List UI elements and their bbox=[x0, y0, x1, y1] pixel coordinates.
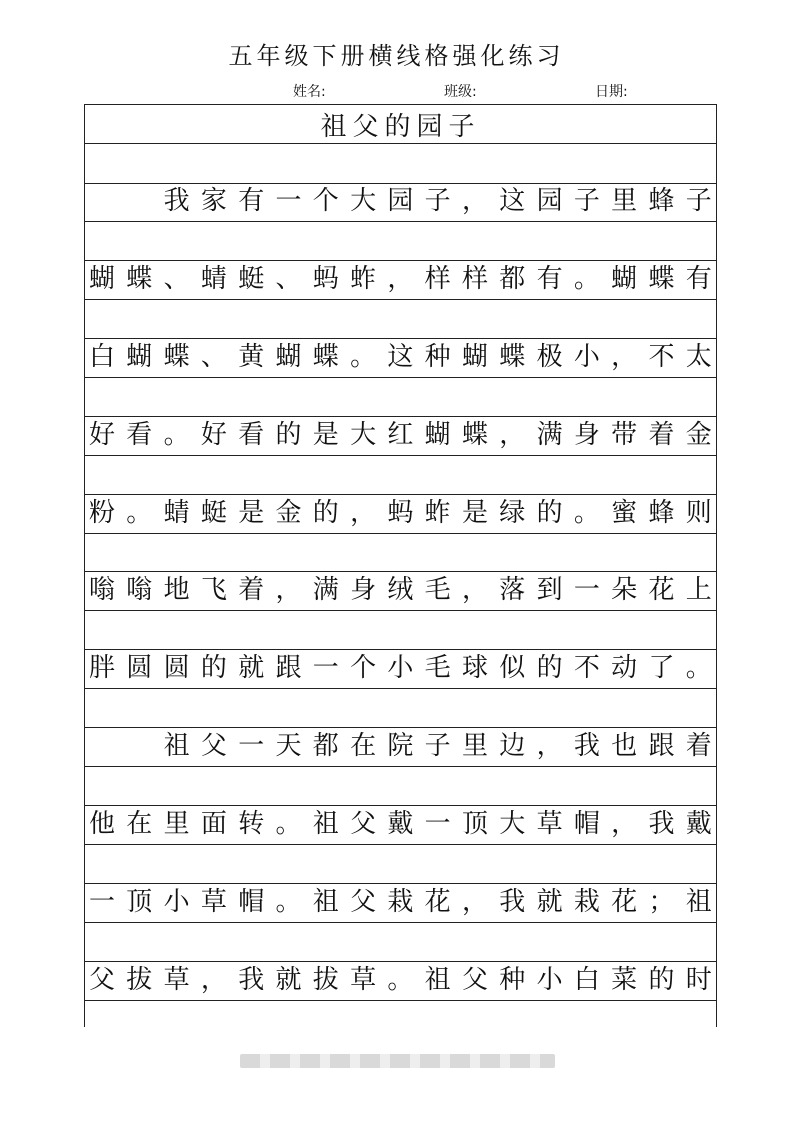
character: ， bbox=[387, 264, 414, 294]
character: 身 bbox=[350, 575, 377, 605]
character: 。 bbox=[350, 342, 377, 372]
character: 顶 bbox=[126, 887, 153, 917]
character: 子 bbox=[573, 186, 600, 216]
character: 蝶 bbox=[126, 264, 153, 294]
character: 的 bbox=[648, 965, 675, 995]
character: 蚂 bbox=[312, 264, 339, 294]
character: ， bbox=[499, 420, 526, 450]
character: 父 bbox=[89, 965, 116, 995]
character: 我 bbox=[238, 965, 265, 995]
character: 顶 bbox=[461, 809, 488, 839]
character: 戴 bbox=[387, 809, 414, 839]
text-line bbox=[85, 728, 716, 764]
ruled-line bbox=[85, 221, 716, 222]
character: 着 bbox=[685, 731, 712, 761]
character: 边 bbox=[499, 731, 526, 761]
character: 祖 bbox=[424, 965, 451, 995]
character: 蜓 bbox=[200, 498, 227, 528]
character bbox=[126, 728, 152, 764]
character: 身 bbox=[573, 420, 600, 450]
character: 拔 bbox=[312, 965, 339, 995]
ruled-line bbox=[85, 299, 716, 300]
character: 小 bbox=[163, 887, 190, 917]
character: 一 bbox=[89, 887, 116, 917]
character: 红 bbox=[387, 420, 414, 450]
character: 一 bbox=[573, 575, 600, 605]
character: 。 bbox=[275, 887, 302, 917]
character: 草 bbox=[163, 965, 190, 995]
date-label: 日期: bbox=[595, 84, 628, 100]
text-line bbox=[85, 650, 716, 686]
character: 蝴 bbox=[424, 420, 451, 450]
character: 里 bbox=[461, 731, 488, 761]
character: 动 bbox=[611, 653, 638, 683]
character: 子 bbox=[424, 186, 451, 216]
character: 。 bbox=[573, 498, 600, 528]
character: 在 bbox=[350, 731, 377, 761]
character: 蝶 bbox=[163, 342, 190, 372]
character: 嗡 bbox=[89, 575, 116, 605]
character: 的 bbox=[312, 498, 339, 528]
character: 大 bbox=[350, 186, 377, 216]
character: 一 bbox=[238, 731, 265, 761]
character: 祖 bbox=[312, 809, 339, 839]
character: 天 bbox=[275, 731, 302, 761]
character: 。 bbox=[685, 653, 712, 683]
character: 戴 bbox=[685, 809, 712, 839]
character: 蚂 bbox=[387, 498, 414, 528]
character: 个 bbox=[312, 186, 339, 216]
character: ， bbox=[275, 575, 302, 605]
character: 花 bbox=[611, 887, 638, 917]
character: 。 bbox=[573, 264, 600, 294]
character: 里 bbox=[611, 186, 638, 216]
character: 蜻 bbox=[163, 498, 190, 528]
character: 落 bbox=[499, 575, 526, 605]
ruled-line bbox=[85, 688, 716, 689]
essay-title: 祖父的园子 bbox=[320, 112, 481, 142]
character: 有 bbox=[685, 264, 712, 294]
character: 则 bbox=[685, 498, 712, 528]
ruled-line bbox=[85, 922, 716, 923]
text-line bbox=[85, 417, 716, 453]
character bbox=[89, 728, 115, 764]
character: 蝴 bbox=[89, 264, 116, 294]
ruled-writing-sheet bbox=[84, 104, 717, 1027]
character: 着 bbox=[238, 575, 265, 605]
character: 园 bbox=[536, 186, 563, 216]
character: 我 bbox=[648, 809, 675, 839]
character: 父 bbox=[461, 965, 488, 995]
character: 小 bbox=[387, 653, 414, 683]
character: 蜻 bbox=[200, 264, 227, 294]
character: 就 bbox=[275, 965, 302, 995]
class-label: 班级: bbox=[444, 84, 477, 100]
character: 都 bbox=[312, 731, 339, 761]
character: 、 bbox=[163, 264, 190, 294]
character: 花 bbox=[648, 575, 675, 605]
character: 是 bbox=[312, 420, 339, 450]
character: 时 bbox=[685, 965, 712, 995]
character: 小 bbox=[573, 342, 600, 372]
ruled-line bbox=[85, 455, 716, 456]
text-line bbox=[85, 495, 716, 531]
character: 蚱 bbox=[424, 498, 451, 528]
character: 带 bbox=[611, 420, 638, 450]
text-line bbox=[85, 183, 716, 219]
character: 都 bbox=[499, 264, 526, 294]
character: 蝶 bbox=[461, 420, 488, 450]
character: 就 bbox=[238, 653, 265, 683]
character: 上 bbox=[685, 575, 712, 605]
character: 园 bbox=[387, 186, 414, 216]
character: ， bbox=[200, 965, 227, 995]
character: 好 bbox=[89, 420, 116, 450]
character: 草 bbox=[350, 965, 377, 995]
blurred-watermark bbox=[240, 1054, 555, 1068]
character: 我 bbox=[163, 186, 190, 216]
character: ， bbox=[536, 731, 563, 761]
ruled-line bbox=[85, 533, 716, 534]
character: 的 bbox=[536, 653, 563, 683]
character: 帽 bbox=[573, 809, 600, 839]
character: 大 bbox=[499, 809, 526, 839]
character: 子 bbox=[424, 731, 451, 761]
character: 好 bbox=[200, 420, 227, 450]
character: 蜓 bbox=[238, 264, 265, 294]
character: 到 bbox=[536, 575, 563, 605]
character: 球 bbox=[461, 653, 488, 683]
character: 。 bbox=[163, 420, 190, 450]
character: 了 bbox=[648, 653, 675, 683]
ruled-line bbox=[85, 766, 716, 767]
character: ， bbox=[350, 498, 377, 528]
text-line bbox=[85, 884, 716, 920]
character: 也 bbox=[611, 731, 638, 761]
character: 圆 bbox=[126, 653, 153, 683]
text-line bbox=[85, 261, 716, 297]
character: 一 bbox=[312, 653, 339, 683]
character: ， bbox=[611, 809, 638, 839]
character: 栽 bbox=[573, 887, 600, 917]
character: 一 bbox=[424, 809, 451, 839]
character: 蜜 bbox=[611, 498, 638, 528]
character: 白 bbox=[573, 965, 600, 995]
character: 的 bbox=[200, 653, 227, 683]
character: 蝴 bbox=[461, 342, 488, 372]
ruled-line bbox=[85, 377, 716, 378]
character: 种 bbox=[424, 342, 451, 372]
character: 金 bbox=[685, 420, 712, 450]
character: 蝴 bbox=[611, 264, 638, 294]
character: 有 bbox=[536, 264, 563, 294]
character: 父 bbox=[200, 731, 227, 761]
character: 黄 bbox=[238, 342, 265, 372]
character: 菜 bbox=[611, 965, 638, 995]
character: 种 bbox=[499, 965, 526, 995]
character: 祖 bbox=[312, 887, 339, 917]
character: 蝴 bbox=[126, 342, 153, 372]
character: 花 bbox=[424, 887, 451, 917]
character: 。 bbox=[275, 809, 302, 839]
character: 蜂 bbox=[648, 186, 675, 216]
character: 跟 bbox=[648, 731, 675, 761]
character: 嗡 bbox=[126, 575, 153, 605]
character: 太 bbox=[685, 342, 712, 372]
character: 蝶 bbox=[648, 264, 675, 294]
character: 栽 bbox=[387, 887, 414, 917]
character: 不 bbox=[573, 653, 600, 683]
character: 是 bbox=[461, 498, 488, 528]
character: 是 bbox=[238, 498, 265, 528]
ruled-line bbox=[85, 1000, 716, 1001]
character: 父 bbox=[350, 809, 377, 839]
character: 满 bbox=[536, 420, 563, 450]
character: 的 bbox=[275, 420, 302, 450]
character: ， bbox=[461, 186, 488, 216]
character bbox=[126, 183, 152, 219]
text-line bbox=[85, 572, 716, 608]
character: 满 bbox=[312, 575, 339, 605]
character bbox=[89, 183, 115, 219]
character: 父 bbox=[350, 887, 377, 917]
character: 在 bbox=[126, 809, 153, 839]
character: 这 bbox=[387, 342, 414, 372]
character: ， bbox=[461, 887, 488, 917]
character: 似 bbox=[499, 653, 526, 683]
character: 金 bbox=[275, 498, 302, 528]
character: 粉 bbox=[89, 498, 116, 528]
character: 帽 bbox=[238, 887, 265, 917]
character: 祖 bbox=[163, 731, 190, 761]
character: 草 bbox=[200, 887, 227, 917]
character: 这 bbox=[499, 186, 526, 216]
character: 我 bbox=[573, 731, 600, 761]
character: 子 bbox=[685, 186, 712, 216]
character: 绒 bbox=[387, 575, 414, 605]
character: 就 bbox=[536, 887, 563, 917]
character: 、 bbox=[275, 264, 302, 294]
character: 看 bbox=[238, 420, 265, 450]
character: 。 bbox=[126, 498, 153, 528]
character: 祖 bbox=[685, 887, 712, 917]
character: 圆 bbox=[163, 653, 190, 683]
character: ； bbox=[648, 887, 675, 917]
character: 跟 bbox=[275, 653, 302, 683]
character: 。 bbox=[387, 965, 414, 995]
character: 大 bbox=[350, 420, 377, 450]
character: 白 bbox=[89, 342, 116, 372]
character: 里 bbox=[163, 809, 190, 839]
ruled-line bbox=[85, 844, 716, 845]
character: 蝴 bbox=[275, 342, 302, 372]
ruled-line bbox=[85, 143, 716, 144]
character: 毛 bbox=[424, 653, 451, 683]
text-line bbox=[85, 806, 716, 842]
character: 的 bbox=[536, 498, 563, 528]
character: 样 bbox=[424, 264, 451, 294]
character: 蚱 bbox=[350, 264, 377, 294]
ruled-line bbox=[85, 610, 716, 611]
character: 绿 bbox=[499, 498, 526, 528]
character: 蝶 bbox=[499, 342, 526, 372]
character: 小 bbox=[536, 965, 563, 995]
character: 着 bbox=[648, 420, 675, 450]
character: 蝶 bbox=[312, 342, 339, 372]
text-line bbox=[85, 962, 716, 998]
character: 我 bbox=[499, 887, 526, 917]
character: 家 bbox=[200, 186, 227, 216]
character: 有 bbox=[238, 186, 265, 216]
character: 草 bbox=[536, 809, 563, 839]
character: 院 bbox=[387, 731, 414, 761]
character: 蜂 bbox=[648, 498, 675, 528]
character: 他 bbox=[89, 809, 116, 839]
character: 样 bbox=[461, 264, 488, 294]
character: 胖 bbox=[89, 653, 116, 683]
page-title: 五年级下册横线格强化练习 bbox=[228, 42, 565, 70]
character: 毛 bbox=[424, 575, 451, 605]
text-line bbox=[85, 339, 716, 375]
character: 个 bbox=[350, 653, 377, 683]
character: 飞 bbox=[200, 575, 227, 605]
character: ， bbox=[461, 575, 488, 605]
character: 一 bbox=[275, 186, 302, 216]
character: 拔 bbox=[126, 965, 153, 995]
character: 地 bbox=[163, 575, 190, 605]
character: 朵 bbox=[611, 575, 638, 605]
character: 面 bbox=[200, 809, 227, 839]
character: 极 bbox=[536, 342, 563, 372]
character: 看 bbox=[126, 420, 153, 450]
character: 、 bbox=[200, 342, 227, 372]
name-label: 姓名: bbox=[293, 84, 326, 100]
character: 不 bbox=[648, 342, 675, 372]
character: ， bbox=[611, 342, 638, 372]
character: 转 bbox=[238, 809, 265, 839]
